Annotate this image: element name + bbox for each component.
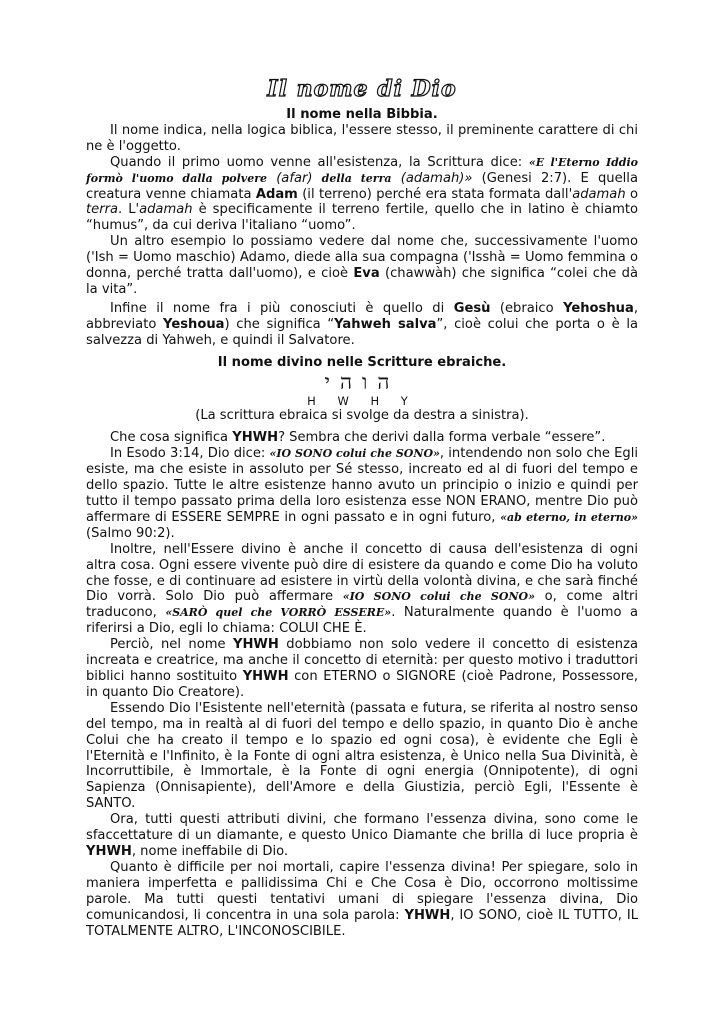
text: dobbiamo non solo vedere il concetto di esistenza increata e creatrice, ma anche il concetto di eternità: per questo motivo i traduttori biblici hanno sostituito <box>86 637 638 684</box>
name-term: YHWH <box>86 843 132 859</box>
name-term: Gesù <box>453 300 491 316</box>
text: Quando il primo uomo venne all'esistenza, la Scrittura dice: <box>110 154 529 170</box>
document-page <box>86 76 638 939</box>
name-term: Yahweh salva <box>334 316 437 332</box>
paragraph <box>86 446 638 541</box>
text: Un altro esempio lo possiamo vedere dal nome che, successivamente l'uomo ('Ish = Uomo maschio) Adamo, diede alla sua compagna ('Isshà = Uomo femmina o donna, perché tratta dall'uomo), e cioè <box>86 234 638 282</box>
name-term: Eva <box>353 266 380 282</box>
name-term: YHWH <box>242 669 289 684</box>
text: Perciò, nel nome <box>110 637 233 653</box>
paragraph <box>86 123 638 155</box>
text: con ETERNO o SIGNORE (cioè Padrone, Possessore, in quanto Dio Creatore). <box>86 669 639 700</box>
hebrew-name: הוהי <box>324 369 400 394</box>
text: Ora, tutti questi attributi divini, che formano l'essenza divina, sono come le sfaccettature di un diamante, e questo Unico Diamante che brilla di luce propria è <box>86 812 638 844</box>
name-term: Yehoshua <box>563 300 634 316</box>
text: , nome ineffabile di Dio. <box>131 843 289 859</box>
text: Inoltre, nell'Essere divino è anche il concetto di causa dell'esistenza di ogni altra cosa. Ogni essere vivente può dire di esistere da quando e come Dio ha voluto che fosse, e di continuare ad esistere in virtù della volontà divina, e che sarà finché Dio vorrà. Solo Dio può affermare <box>86 541 638 605</box>
name-term: YHWH <box>232 430 279 446</box>
term: terra <box>86 202 118 218</box>
transliteration: H W H Y <box>307 393 417 408</box>
text: In Esodo 3:14, Dio dice: <box>110 446 270 462</box>
paragraph <box>86 430 638 446</box>
text: ? Sembra che derivi dalla forma verbale “essere”. <box>278 430 606 446</box>
paragraph <box>86 542 638 637</box>
hebrew-term: (adamah)» <box>400 170 473 186</box>
text: o, come altri traducono, <box>86 589 638 621</box>
text: . L' <box>117 202 140 218</box>
paragraph <box>86 234 638 298</box>
bible-quote: «ab eterno, in eterno» <box>500 510 638 524</box>
text: (ebraico <box>490 300 564 316</box>
text: ”, cioè colui che porta o è la salvezza di Yahweh, e quindi il Salvatore. <box>86 316 639 348</box>
text: (il terreno) perché era stata formata dall' <box>297 186 573 202</box>
text: . Naturalmente quando è l'uomo a riferirsi a Dio, egli lo chiama: COLUI CHE È. <box>86 605 639 637</box>
name-term: Adam <box>255 186 298 202</box>
bible-quote: della terra <box>321 171 392 185</box>
bible-quote: «IO SONO colui che SONO» <box>269 447 440 461</box>
text: Infine il nome fra i più conosciuti è quello di <box>110 300 454 316</box>
bible-quote: «IO SONO colui che SONO» <box>342 590 535 604</box>
paragraph <box>86 155 638 235</box>
text: o <box>625 186 638 202</box>
name-term: YHWH <box>404 907 451 923</box>
bible-quote: «SARÒ quel che VORRÒ ESSERE» <box>165 606 392 620</box>
name-term: YHWH <box>232 637 279 653</box>
paragraph <box>86 860 638 940</box>
text: Essendo Dio l'Esistente nell'eternità (passata e futura, se riferita al nostro senso del tempo, ma in realtà al di fuori del tempo e dello spazio, in quanto Dio è anche Colui che ha creato il tempo e lo spazio ed ogni cosa), è evidente che Egli è l'Eternità e l'Infinito, è la Fonte di ogni altra esistenza, è Unico nella Sua Divinità, è Incorruttibile, è Immortale, è la Fonte di ogni energia (Onnipotente), di ogni Sapienza (Onnisapiente), dell'Amore e della Giustizia, perciò Egli, l'Essente è SANTO. <box>86 700 638 812</box>
section-heading-hebrew: Il nome divino nelle Scritture ebraiche. <box>217 354 507 370</box>
text: (Salmo 90:2). <box>86 525 175 541</box>
paragraph <box>86 637 638 701</box>
note: (La scrittura ebraica si svolge da destra a sinistra). <box>195 407 529 423</box>
text: , intendendo non solo che Egli esiste, ma che esiste in assoluto per Sé stesso, increato ed al di fuori del tempo e dello spazio. Tutte le altre esistenze hanno avuto un principio o inizio e quindi per tutto il tempo passato prima della loro esistenza esse NON ERANO, mentre Dio può affermare di ESSERE SEMPRE in ogni passato e in ogni futuro, <box>86 446 639 525</box>
text: (Genesi 2:7). E quella creatura venne chiamata <box>86 170 638 202</box>
paragraph-text: Il nome indica, nella logica biblica, l'essere stesso, il preminente carattere di chi ne è l'oggetto. <box>86 122 638 154</box>
text: (chawwàh) che significa “colei che dà la vita”. <box>86 266 638 297</box>
hebrew-term: adamah <box>572 186 626 202</box>
bible-quote: «E l'Eterno Iddio formò l'uomo dalla polvere <box>86 155 638 185</box>
hebrew-term: adamah <box>139 202 193 218</box>
text: Quanto è difficile per noi mortali, capire l'essenza divina! Per spiegare, solo in maniera imperfetta e pallidissima Chi e Che Cosa è Dio, occorrono moltissime parole. Ma tutti questi tentativi umani di spiegare l'essenza divina, Dio comunicandosi, li concentra in una sola parola: <box>86 859 638 923</box>
text: , abbreviato <box>86 300 638 332</box>
text: Che cosa significa <box>110 430 233 446</box>
section-heading-bible: Il nome nella Bibbia. <box>286 107 438 122</box>
hebrew-term: (afar) <box>276 170 313 186</box>
text: ) che significa “ <box>224 316 335 332</box>
text: è specificamente il terreno fertile, quello che in latino è chiamto “humus”, da cui deriva l'italiano “uomo”. <box>86 202 638 234</box>
name-term: Yeshoua <box>163 316 225 332</box>
paragraph <box>86 301 638 349</box>
text: , IO SONO, cioè IL TUTTO, IL TOTALMENTE ALTRO, L'INCONOSCIBILE. <box>86 907 639 939</box>
paragraph <box>86 812 638 860</box>
document-title: Il nome di Dio <box>267 76 457 102</box>
paragraph <box>86 701 638 812</box>
